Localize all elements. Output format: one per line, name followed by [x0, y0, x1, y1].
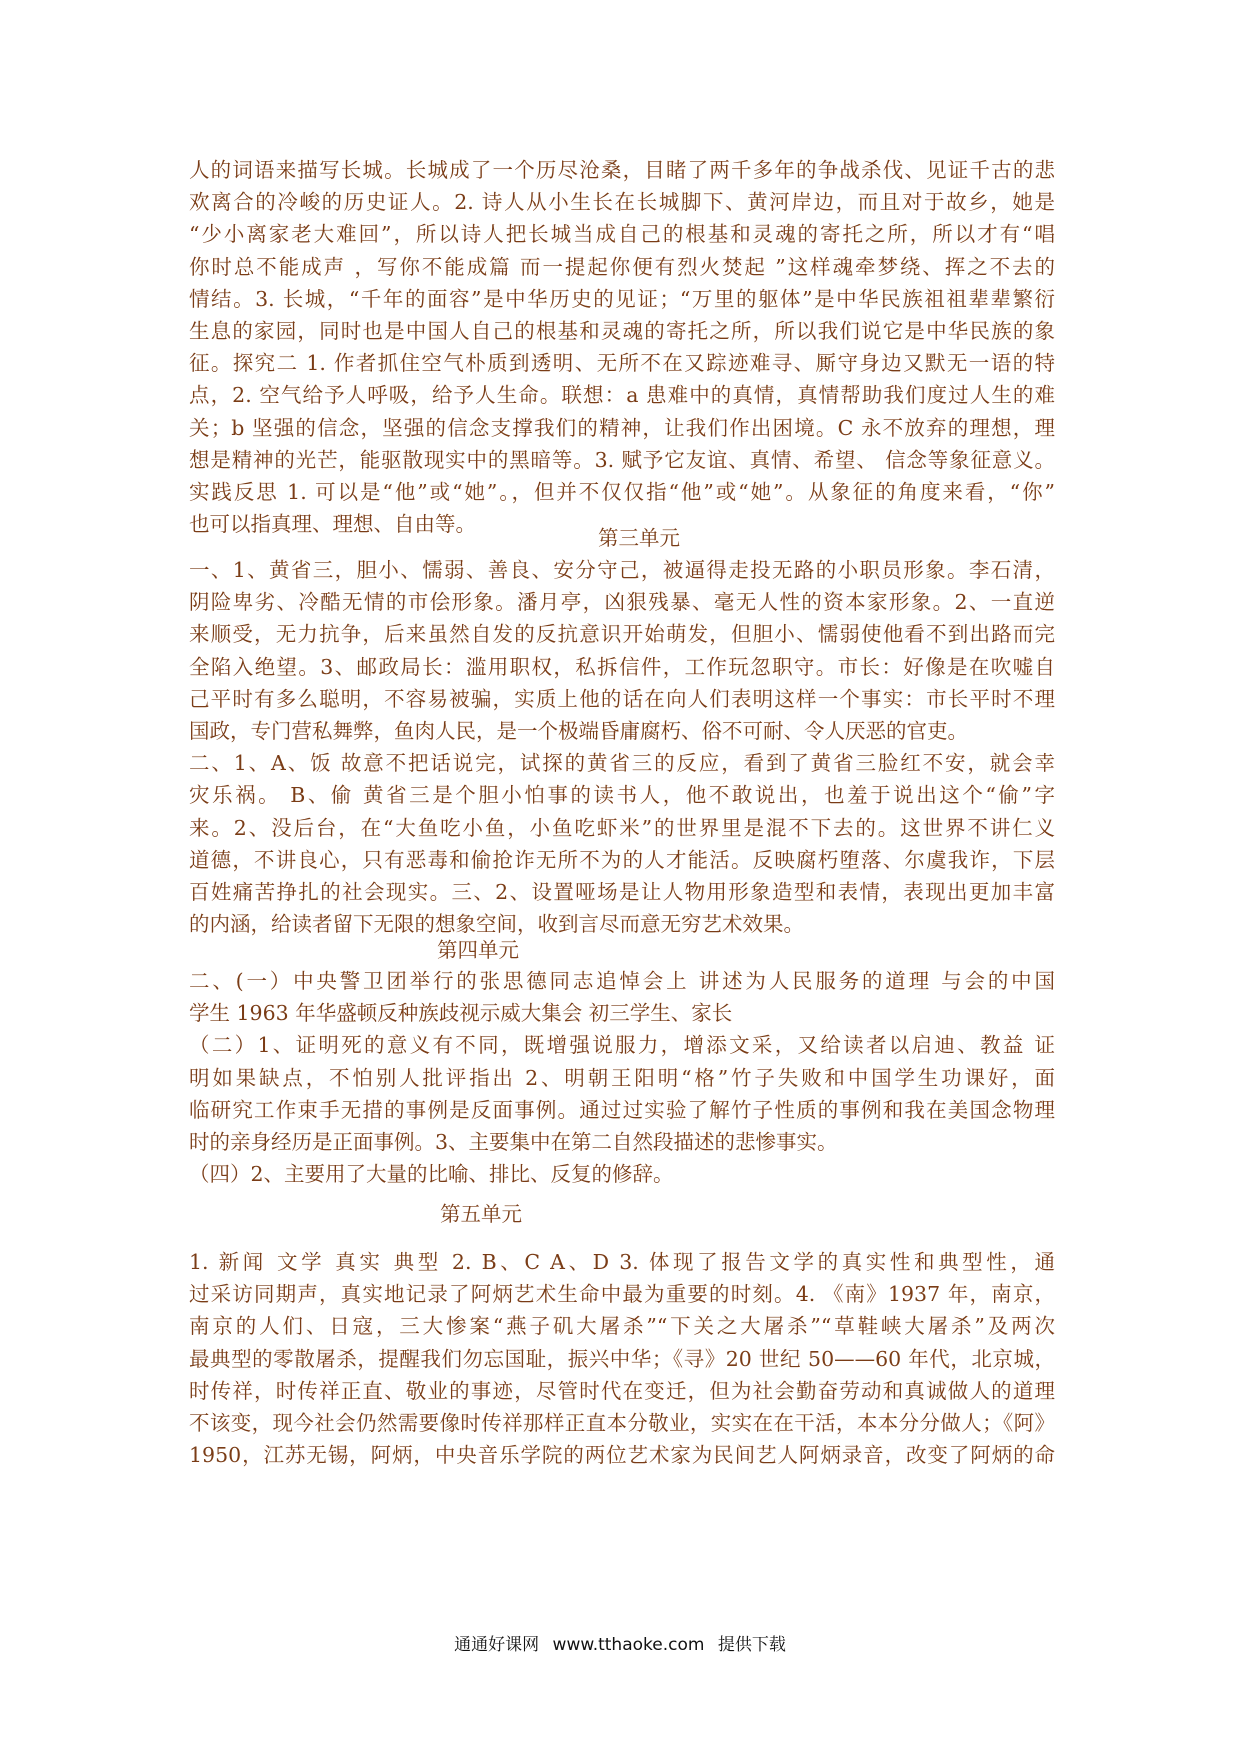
unit4-line: （二）1、证明死的意义有不同，既增强说服力，增添文采，又给读者以启迪、教益 证	[189, 1033, 1055, 1058]
intro-line: 你时总不能成声 ，写你不能成篇 而一提起你便有烈火焚起 ”这样魂牵梦绕、挥之不去的	[189, 254, 1055, 279]
unit3-heading: 第三单元	[598, 526, 680, 550]
unit5-line: 1950，江苏无锡，阿炳，中央音乐学院的两位艺术家为民间艺人阿炳录音，改变了阿炳的命	[189, 1443, 1055, 1468]
intro-line: 人的词语来描写长城。长城成了一个历尽沧桑，目睹了两千多年的争战杀伐、见证千古的悲	[189, 158, 1055, 182]
intro-line: 也可以指真理、理想、自由等。	[189, 512, 476, 537]
unit3-line: 来顺受，无力抗争，后来虽然自发的反抗意识开始萌发，但胆小、懦弱使他看不到出路而完	[189, 622, 1055, 647]
unit3-line: 己平时有多么聪明，不容易被骗，实质上他的话在向人们表明这样一个事实：市长平时不理	[189, 686, 1055, 711]
unit3-line: 二、1、A、饭 故意不把话说完，试探的黄省三的反应，看到了黄省三脸红不安，就会幸	[189, 751, 1055, 776]
unit3-body	[189, 554, 1055, 940]
unit5-line: 南京的人们、日寇，三大惨案“燕子矶大屠杀”“下关之大屠杀”“草鞋峡大屠杀”及两次	[189, 1314, 1055, 1339]
unit4-line: 二、(一）中央警卫团举行的张思德同志追悼会上 讲述为人民服务的道理 与会的中国	[189, 969, 1055, 993]
unit4-line: 明如果缺点，不怕别人批评指出 2、明朝王阳明“格”竹子失败和中国学生功课好，面	[189, 1065, 1055, 1090]
unit4-line: 学生 1963 年华盛顿反种族歧视示威大集会 初三学生、家长	[189, 1001, 733, 1026]
footer-site-name: 通通好课网	[454, 1635, 540, 1655]
intro-line: 关；b 坚强的信念，坚强的信念支撑我们的精神，让我们作出困境。C 永不放弃的理想，理	[189, 415, 1055, 440]
unit4-line: 临研究工作束手无措的事例是反面事例。通过过实验了解竹子性质的事例和我在美国念物理	[189, 1097, 1055, 1122]
footer-url[interactable]: www.tthaoke.com	[552, 1635, 705, 1655]
unit4-line: （四）2、主要用了大量的比喻、排比、反复的修辞。	[189, 1162, 674, 1187]
footer-suffix: 提供下载	[717, 1635, 786, 1655]
page-footer	[0, 1630, 1240, 1655]
unit3-line: 道德，不讲良心，只有恶毒和偷抢诈无所不为的人才能活。反映腐朽堕落、尔虞我诈，下层	[189, 847, 1055, 872]
unit3-line: 灾乐祸。 B、偷 黄省三是个胆小怕事的读书人，他不敢说出，也羞于说出这个“偷”字	[189, 783, 1055, 808]
unit3-line: 全陷入绝望。3、邮政局长：滥用职权，私拆信件，工作玩忽职守。市长：好像是在吹嘘自	[189, 654, 1055, 679]
unit5-body	[189, 1246, 1055, 1471]
unit3-line: 国政，专门营私舞弊，鱼肉人民，是一个极端昏庸腐朽、俗不可耐、令人厌恶的官吏。	[189, 718, 968, 743]
intro-line: “少小离家老大难回”，所以诗人把长城当成自己的根基和灵魂的寄托之所，所以才有“唱	[189, 222, 1055, 247]
intro-line: 点，2. 空气给予人呼吸，给予人生命。联想：a 患难中的真情，真情帮助我们度过人生的难	[189, 383, 1055, 408]
intro-line: 想是精神的光芒，能驱散现实中的黑暗等。3. 赋予它友谊、真情、希望、 信念等象征意义。	[189, 447, 1055, 472]
intro-paragraph	[189, 154, 1055, 540]
unit5-line: 不该变，现今社会仍然需要像时传祥那样正直本分敬业，实实在在干活，本本分分做人；《阿》	[189, 1410, 1055, 1435]
unit5-line: 时传祥，时传祥正直、敬业的事迹，尽管时代在变迁，但为社会勤奋劳动和真诚做人的道理	[189, 1378, 1055, 1403]
unit5-line: 最典型的零散屠杀，提醒我们勿忘国耻，振兴中华；《寻》20 世纪 50——60 年代，北京城，	[189, 1346, 1055, 1371]
unit5-line: 过采访同期声，真实地记录了阿炳艺术生命中最为重要的时刻。4. 《南》1937 年，南京，	[189, 1282, 1055, 1307]
unit3-line: 的内涵，给读者留下无限的想象空间，收到言尽而意无穷艺术效果。	[189, 912, 804, 937]
intro-line: 生息的家园，同时也是中国人自己的根基和灵魂的寄托之所，所以我们说它是中华民族的象	[189, 318, 1055, 343]
intro-line: 欢离合的冷峻的历史证人。2. 诗人从小生长在长城脚下、黄河岸边，而且对于故乡，她是	[189, 190, 1055, 215]
intro-line: 情结。3. 长城，“千年的面容”是中华历史的见证；“万里的躯体”是中华民族祖祖辈辈繁衍	[189, 286, 1055, 311]
unit3-line: 百姓痛苦挣扎的社会现实。三、2、设置哑场是让人物用形象造型和表情，表现出更加丰富	[189, 879, 1055, 904]
unit5-heading: 第五单元	[440, 1202, 522, 1226]
unit3-line: 一、1、黄省三，胆小、懦弱、善良、安分守己，被逼得走投无路的小职员形象。李石清，	[189, 558, 1055, 582]
unit3-line: 阴险卑劣、冷酷无情的市侩形象。潘月亭，凶狠残暴、毫无人性的资本家形象。2、一直逆	[189, 590, 1055, 615]
unit5-line: 1. 新闻 文学 真实 典型 2. B、C A、D 3. 体现了报告文学的真实性和典型性，通	[189, 1250, 1055, 1274]
unit4-line: 时的亲身经历是正面事例。3、主要集中在第二自然段描述的悲惨事实。	[189, 1129, 838, 1154]
intro-line: 实践反思 1. 可以是“他”或“她”。，但并不仅仅指“他”或“她”。从象征的角度来看，“你”	[189, 479, 1055, 504]
unit4-body	[189, 965, 1055, 1190]
intro-line: 征。探究二 1. 作者抓住空气朴质到透明、无所不在又踪迹难寻、厮守身边又默无一语的特	[189, 351, 1055, 376]
unit4-heading: 第四单元	[437, 938, 519, 962]
unit3-line: 来。2、没后台，在“大鱼吃小鱼，小鱼吃虾米”的世界里是混不下去的。这世界不讲仁义	[189, 815, 1055, 840]
